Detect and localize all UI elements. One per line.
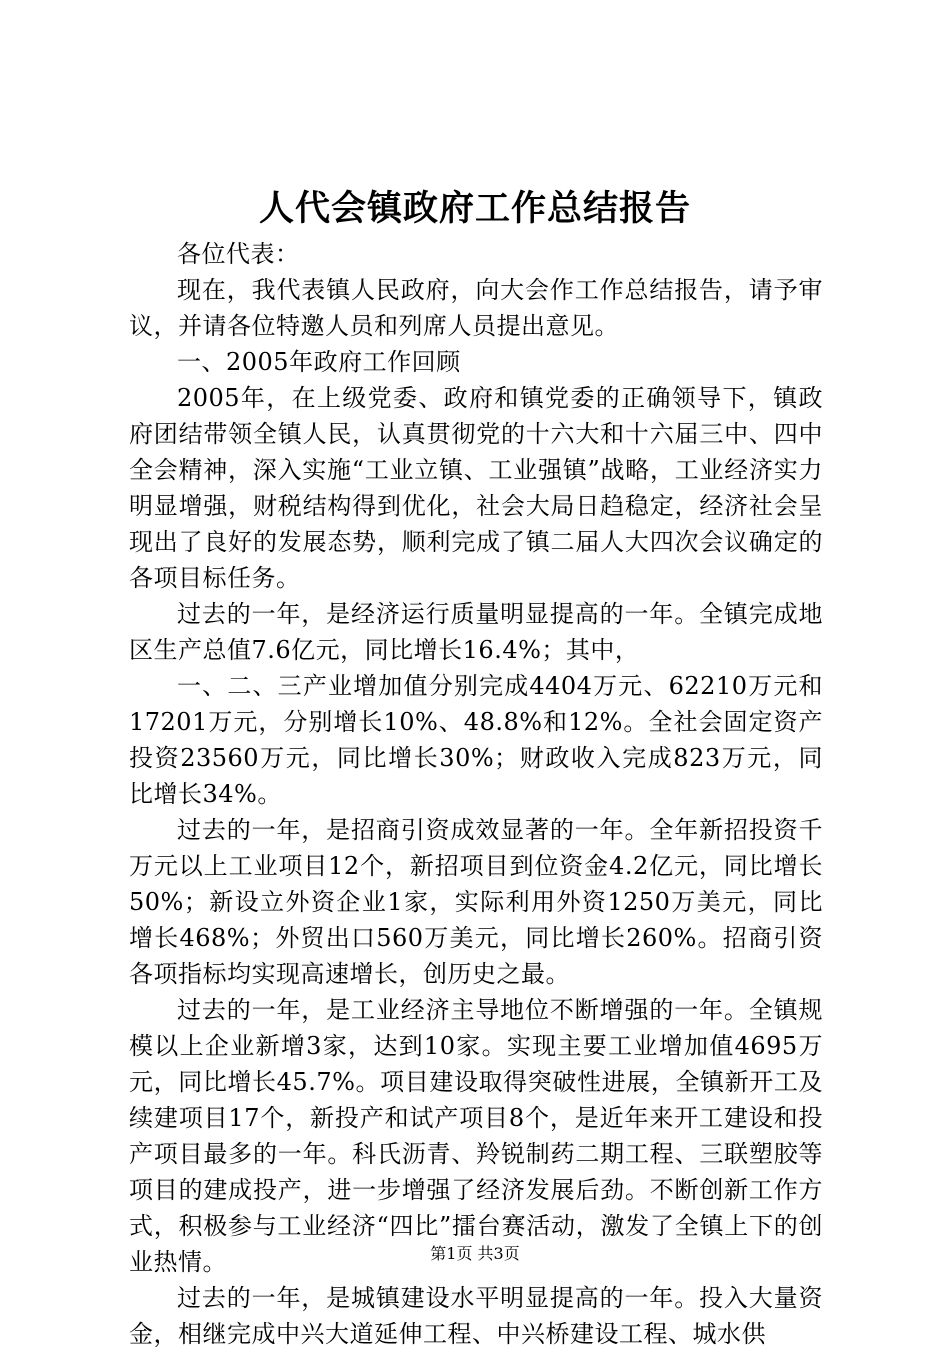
paragraph-industrial-economy: 过去的一年，是工业经济主导地位不断增强的一年。全镇规模以上企业新增3家，达到10家。实现主要工业增加值4695万元，同比增长45.7%。项目建设取得突破性进展，全镇新开工及续建项目17个，新投产和试产项目8个，是近年来开工建设和投产项目最多的一年。科氏沥青、羚锐制药二期工程、三联塑胶等项目的建成投产，进一步增强了经济发展后劲。不断创新工作方式，积极参与工业经济“四比”擂台赛活动，激发了全镇上下的创业热情。 [129,996,823,1276]
section-heading: 一、2005年政府工作回顾 [177,348,461,376]
document-body [129,236,823,1352]
paragraph-overview: 2005年，在上级党委、政府和镇党委的正确领导下，镇政府团结带领全镇人民，认真贯彻党的十六大和十六届三中、四中全会精神，深入实施“工业立镇、工业强镇”战略，工业经济实力明显增强，财税结构得到优化，社会大局日趋稳定，经济社会呈现出了良好的发展态势，顺利完成了镇二届人大四次会议确定的各项目标任务。 [129,384,823,592]
paragraph-intro: 现在，我代表镇人民政府，向大会作工作总结报告，请予审议，并请各位特邀人员和列席人员提出意见。 [129,276,823,340]
paragraph-economy: 过去的一年，是经济运行质量明显提高的一年。全镇完成地区生产总值7.6亿元，同比增长16.4%；其中， [129,600,823,664]
paragraph-industry-values: 一、二、三产业增加值分别完成4404万元、62210万元和17201万元，分别增长10%、48.8%和12%。全社会固定资产投资23560万元，同比增长30%；财政收入完成823万元，同比增长34%。 [129,672,823,808]
paragraph-salutation: 各位代表： [177,240,300,268]
page-number: 第1页 共3页 [430,1244,520,1263]
paragraph-investment: 过去的一年，是招商引资成效显著的一年。全年新招投资千万元以上工业项目12个，新招项目到位资金4.2亿元，同比增长50%；新设立外资企业1家，实际利用外资1250万美元，同比增长468%；外贸出口560万美元，同比增长260%。招商引资各项指标均实现高速增长，创历史之最。 [129,816,823,988]
paragraph-urban-construction: 过去的一年，是城镇建设水平明显提高的一年。投入大量资金，相继完成中兴大道延伸工程、中兴桥建设工程、城水供 [129,1284,823,1348]
document-title: 人代会镇政府工作总结报告 [258,188,691,229]
